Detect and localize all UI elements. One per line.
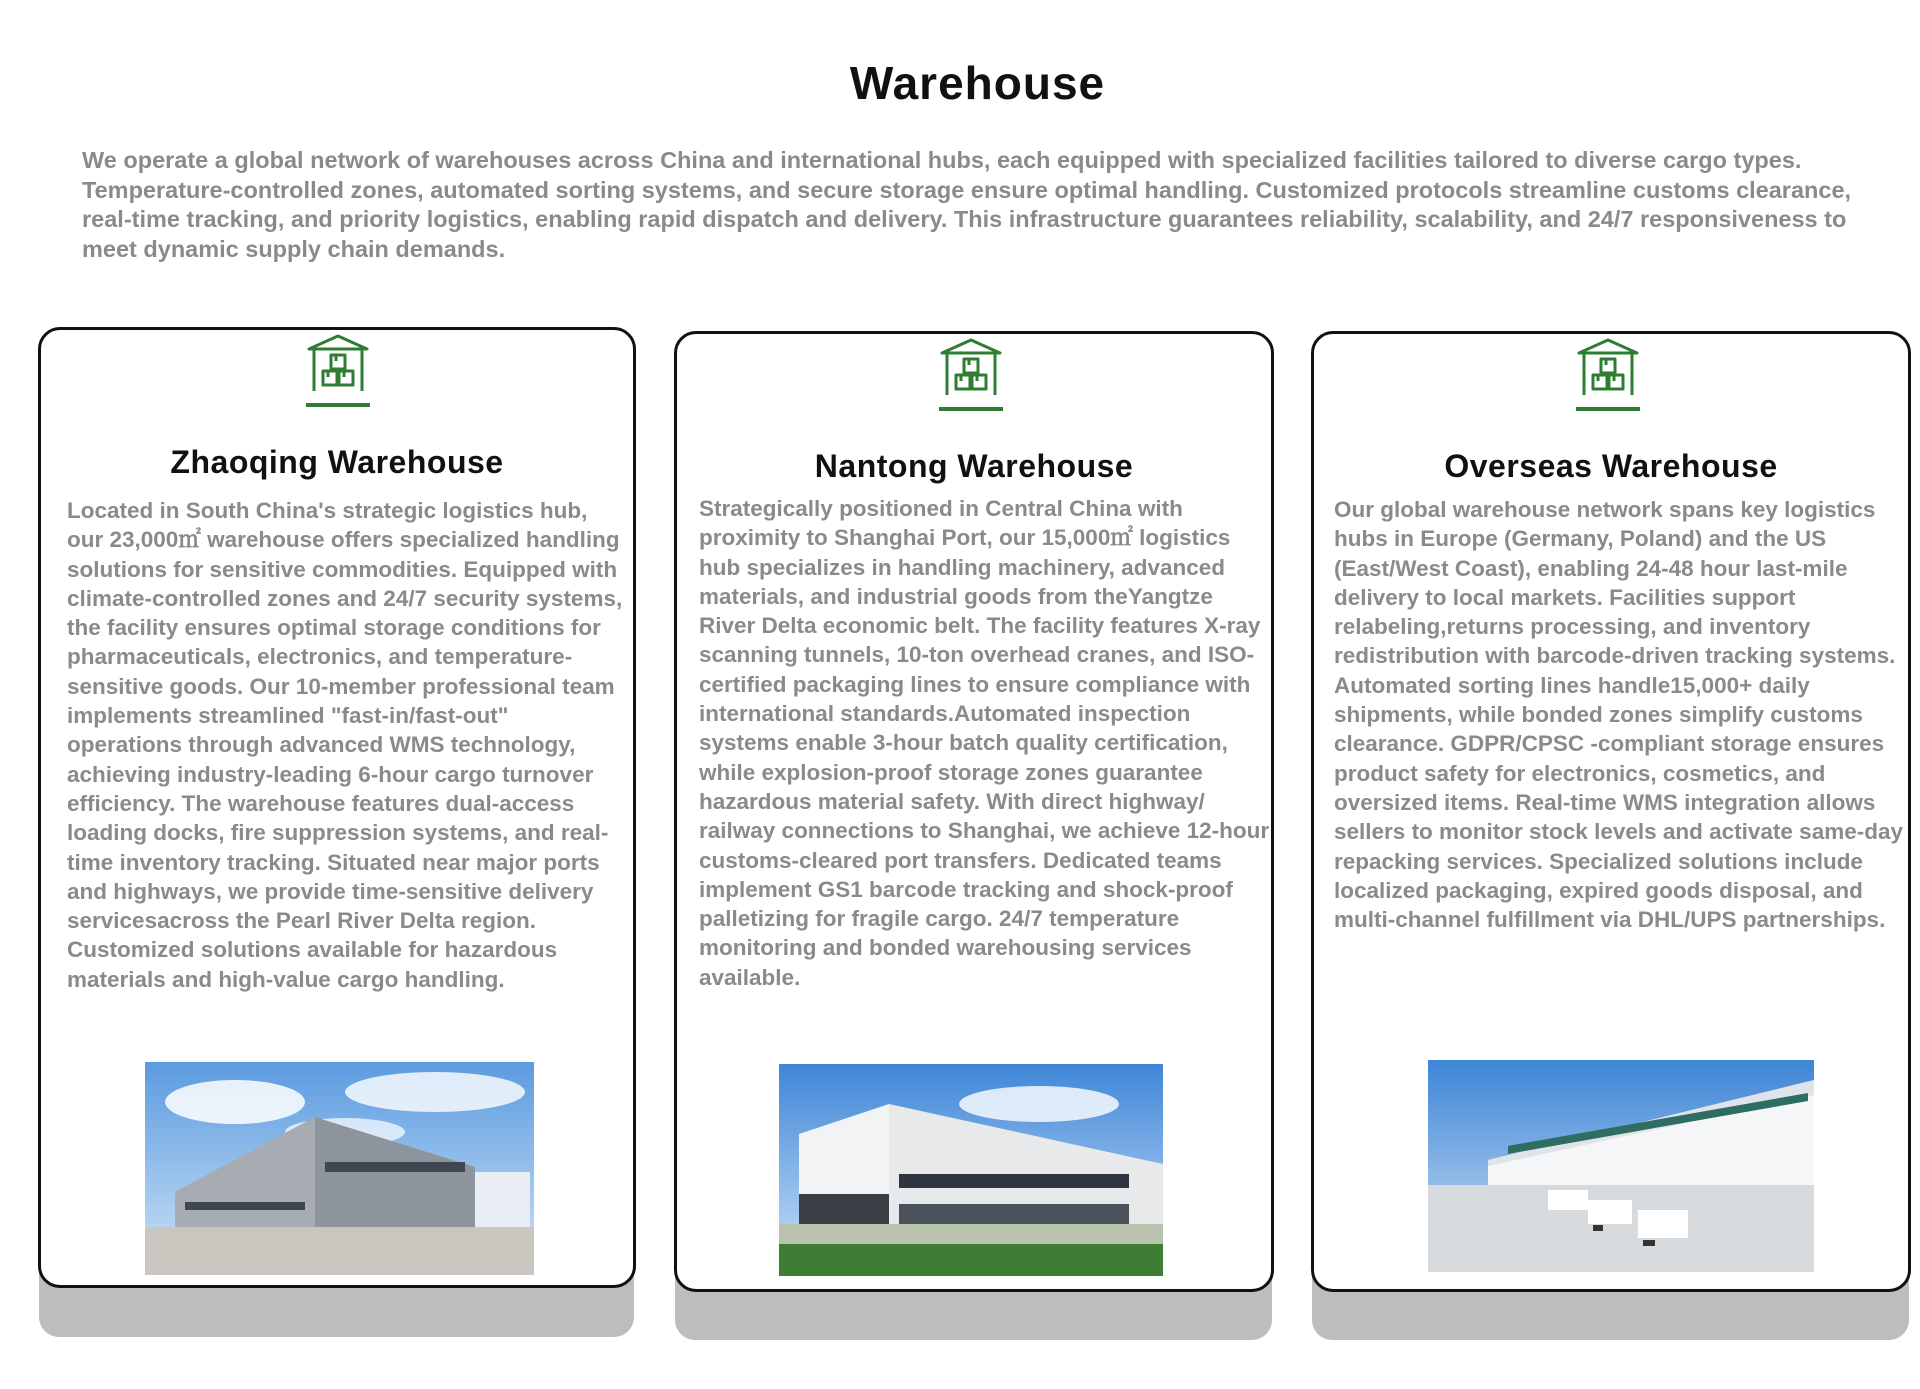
warehouse-icon <box>306 333 370 409</box>
card-title: Nantong Warehouse <box>814 448 1134 484</box>
intro-paragraph: We operate a global network of warehouses across China and international hubs, each equipped with specialized facilities tailored to diverse cargo types. Temperature-controlled zones, automated sorting systems, and secure storage ensure optimal handling. Customized protocols streamline customs clearance, real-time tracking, and priority logistics, enabling rapid dispatch and delivery. This infrastructure guarantees reliability, scalability, and 24/7 responsiveness to meet dynamic supply chain demands. <box>82 147 1852 262</box>
card-description: Our global warehouse network spans key logistics hubs in Europe (Germany, Poland) and the US (East/West Coast), enabling 24-48 hour last-mile delivery to local markets. Facilities support relabeling,returns processing, and inventory redistribution with barcode-driven tracking systems. Automated sorting lines handle15,000+ daily shipments, while bonded zones simplify customs clearance. GDPR/CPSC -compliant storage ensures product safety for electronics, cosmetics, and oversized items. Real-time WMS integration allows sellers to monitor stock levels and activate same-day repacking services. Specialized solutions include localized packaging, expired goods disposal, and multi-channel fulfillment via DHL/UPS partnerships. <box>1334 497 1903 933</box>
warehouse-photo <box>145 1062 534 1275</box>
warehouse-photo <box>1428 1060 1814 1272</box>
card-description: Located in South China's strategic logistics hub, our 23,000㎡ warehouse offers specialized handling solutions for sensitive commodities. Equipped with climate-controlled zones and 24/7 security systems, the facility ensures optimal storage conditions for pharmaceuticals, electronics, and temperature-sensitive goods. Our 10-member professional team implements streamlined "fast-in/fast-out" operations through advanced WMS technology, achieving industry-leading 6-hour cargo turnover efficiency. The warehouse features dual-access loading docks, fire suppression systems, and real-time inventory tracking. Situated near major ports and highways, we provide time-sensitive delivery servicesacross the Pearl River Delta region. Customized solutions available for hazardous materials and high-value cargo handling. <box>67 498 623 992</box>
warehouse-icon <box>1576 337 1640 413</box>
card-zhaoqing <box>38 327 636 1288</box>
page-title: Warehouse <box>849 57 1106 109</box>
warehouse-photo <box>779 1064 1163 1276</box>
card-nantong <box>674 331 1274 1292</box>
warehouse-icon <box>939 337 1003 413</box>
card-title: Zhaoqing Warehouse <box>170 444 504 480</box>
card-title: Overseas Warehouse <box>1444 448 1778 484</box>
card-description: Strategically positioned in Central China with proximity to Shanghai Port, our 15,000㎡ logistics hub specializes in handling machinery, advanced materials, and industrial goods from theYangtze River Delta economic belt. The facility features X-ray scanning tunnels, 10-ton overhead cranes, and ISO-certified packaging lines to ensure compliance with international standards.Automated inspection systems enable 3-hour batch quality certification, while explosion-proof storage zones guarantee hazardous material safety. With direct highway/ railway connections to Shanghai, we achieve 12-hour customs-cleared port transfers. Dedicated teams implement GS1 barcode tracking and shock-proof palletizing for fragile cargo. 24/7 temperature monitoring and bonded warehousing services available. <box>699 496 1270 990</box>
card-overseas <box>1311 331 1911 1292</box>
